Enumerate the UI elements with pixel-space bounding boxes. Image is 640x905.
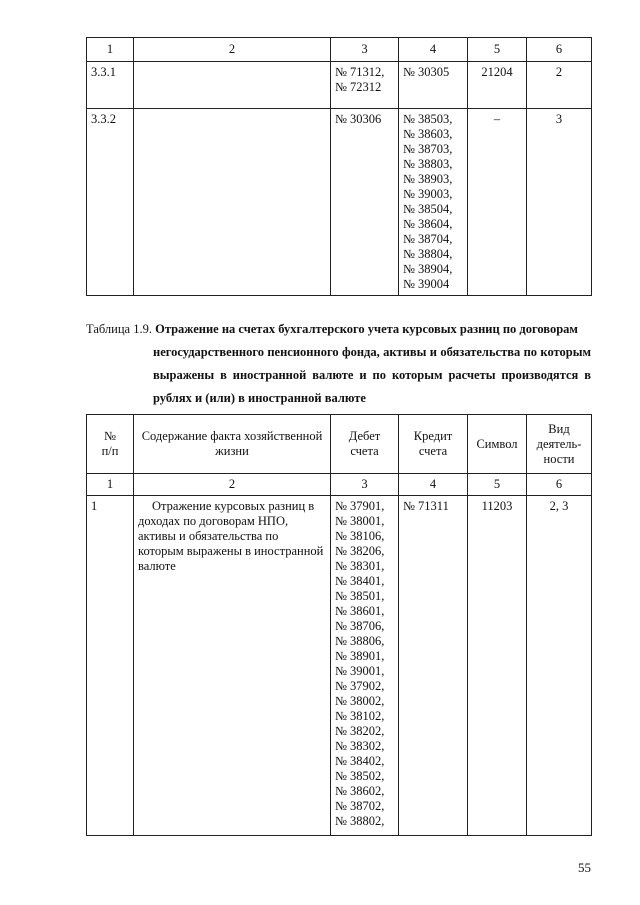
header-number: № п/п — [87, 415, 134, 474]
table-row — [87, 62, 592, 109]
header-credit: Кредит счета — [399, 415, 468, 474]
col-number-4: 4 — [399, 474, 468, 496]
row-credit: № 71311 — [399, 496, 468, 836]
table-row — [87, 496, 592, 836]
header-content: Содержание факта хозяйственной жизни — [134, 415, 331, 474]
row-debit: № 30306 — [331, 109, 399, 296]
col-number-4: 4 — [399, 38, 468, 62]
table-header-row — [87, 38, 592, 62]
table-number-row — [87, 474, 592, 496]
row-content — [134, 62, 331, 109]
row-number: 3.3.1 — [87, 62, 134, 109]
row-kind: 2, 3 — [527, 496, 592, 836]
caption-lead: Таблица 1.9. — [86, 322, 152, 336]
row-number: 1 — [87, 496, 134, 836]
row-symbol: – — [468, 109, 527, 296]
row-kind: 2 — [527, 62, 592, 109]
col-number-1: 1 — [87, 38, 134, 62]
col-number-5: 5 — [468, 474, 527, 496]
row-debit: № 71312, № 72312 — [331, 62, 399, 109]
row-content — [134, 109, 331, 296]
table-1-9 — [86, 414, 592, 836]
header-debit: Дебет счета — [331, 415, 399, 474]
col-number-1: 1 — [87, 474, 134, 496]
caption-title-rest: негосударственного пенсионного фонда, активы и обязательства по которым выражены в иностранной валюте и по которым расчеты производятся в рублях и (или) в иностранной валюте — [153, 345, 591, 405]
row-debit: № 37901, № 38001, № 38106, № 38206, № 38301, № 38401, № 38501, № 38601, № 38706, № 38806, № 38901, № 39001, № 37902, № 38002, № 38102, № 38202, № 38302, № 38402, № 38502, № 38602, № 38702, № 38802, — [331, 496, 399, 836]
row-credit: № 30305 — [399, 62, 468, 109]
row-symbol: 21204 — [468, 62, 527, 109]
col-number-6: 6 — [527, 474, 592, 496]
page-number: 55 — [578, 860, 591, 875]
table-row — [87, 109, 592, 296]
col-number-5: 5 — [468, 38, 527, 62]
caption-title-line1: Отражение на счетах бухгалтерского учета курсовых разниц по договорам — [155, 322, 578, 336]
row-symbol: 11203 — [468, 496, 527, 836]
row-kind: 3 — [527, 109, 592, 296]
col-number-6: 6 — [527, 38, 592, 62]
row-content: Отражение курсовых разниц в доходах по договорам НПО, активы и обязательства по которым выражены в иностранной валюте — [134, 496, 331, 836]
col-number-3: 3 — [331, 38, 399, 62]
row-number: 3.3.2 — [87, 109, 134, 296]
table-continuation — [86, 37, 592, 296]
header-symbol: Символ — [468, 415, 527, 474]
row-credit: № 38503, № 38603, № 38703, № 38803, № 38903, № 39003, № 38504, № 38604, № 38704, № 38804, № 38904, № 39004 — [399, 109, 468, 296]
header-kind: Вид деятель- ности — [527, 415, 592, 474]
col-number-2: 2 — [134, 38, 331, 62]
col-number-2: 2 — [134, 474, 331, 496]
table-caption — [86, 318, 591, 410]
table-header-row — [87, 415, 592, 474]
col-number-3: 3 — [331, 474, 399, 496]
